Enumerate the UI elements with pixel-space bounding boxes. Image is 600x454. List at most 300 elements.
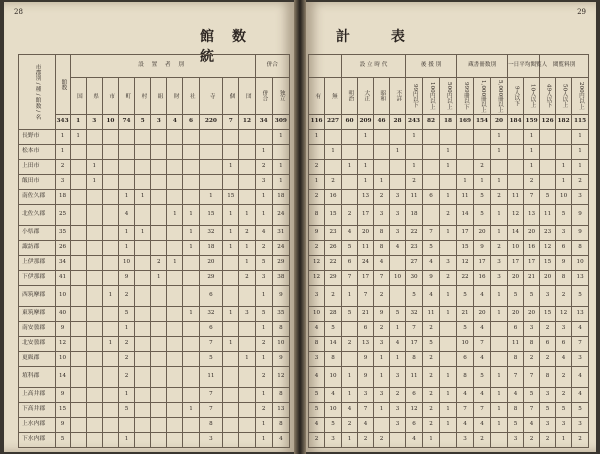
table-cell: 5 [457,286,474,307]
table-cell: 1 [440,418,457,433]
table-cell: 6 [406,418,423,433]
total-cell: 243 [406,115,423,130]
table-row [19,388,290,403]
column-header: 10人以上 [524,78,540,115]
table-cell: 29 [272,256,289,271]
table-row [19,190,290,205]
table-cell: 3 [524,322,540,337]
table-cell: 1 [491,205,508,226]
column-header: 明治 [342,78,358,115]
table-cell: 1 [223,205,239,226]
table-cell: 20 [540,271,556,286]
table-cell [223,286,239,307]
table-cell: 4 [457,418,474,433]
table-cell [86,241,102,256]
table-cell: 5 [342,241,358,256]
table-cell [102,205,118,226]
total-cell: 3 [151,115,167,130]
table-cell: 4 [572,322,589,337]
table-cell [183,388,199,403]
table-cell: 2 [556,388,572,403]
table-cell: 2 [556,367,572,388]
table-cell [457,160,474,175]
table-cell [70,286,86,307]
table-row [309,256,589,271]
table-cell: 12 [556,307,572,322]
table-cell [151,418,167,433]
table-cell [151,175,167,190]
table-cell: 7 [358,403,374,418]
table-cell: 10 [309,307,325,322]
table-cell: 1 [255,433,272,448]
column-header: 不詳 [390,78,406,115]
table-cell: 3 [572,352,589,367]
table-cell: 3 [374,337,390,352]
table-cell [102,322,118,337]
table-cell: 2 [556,286,572,307]
table-cell: 9 [572,226,589,241]
table-cell: 5 [118,307,134,322]
table-cell: 1 [556,433,572,448]
table-cell: 3 [325,433,342,448]
table-cell: 8 [272,322,289,337]
column-header: 無 [325,78,342,115]
table-cell: 2 [358,433,374,448]
table-cell [151,145,167,160]
table-cell: 1 [374,175,390,190]
table-cell [223,418,239,433]
table-cell: 1 [556,160,572,175]
table-cell: 24 [358,256,374,271]
table-cell: 6 [358,322,374,337]
table-cell [457,145,474,160]
table-cell: 1 [272,175,289,190]
table-cell: 5 [474,205,491,226]
table-cell: 6 [199,322,223,337]
table-cell: 2 [440,271,457,286]
column-header: 大正 [358,78,374,115]
table-cell: 1 [440,388,457,403]
table-cell: 17 [358,205,374,226]
table-cell: 20 [524,307,540,322]
table-cell: 1 [167,205,183,226]
table-cell: 1 [118,226,134,241]
table-cell [151,403,167,418]
table-cell [86,403,102,418]
row-name: 松本市 [19,145,56,160]
table-cell: 1 [255,388,272,403]
total-cell: 46 [374,115,390,130]
table-cell: 35 [272,307,289,322]
table-cell [199,175,223,190]
table-cell: 30 [406,271,423,286]
table-cell [102,433,118,448]
table-cell [167,271,183,286]
table-cell [556,145,572,160]
table-cell: 1 [223,226,239,241]
table-cell: 5 [457,322,474,337]
table-cell [183,433,199,448]
table-cell: 5 [309,403,325,418]
table-cell: 4 [474,322,491,337]
table-cell: 9 [358,352,374,367]
table-cell: 9 [118,271,134,286]
book-gutter [294,0,306,454]
table-cell: 1 [342,160,358,175]
table-cell: 23 [540,226,556,241]
table-cell [118,418,134,433]
table-cell: 13 [358,337,374,352]
table-cell: 24 [272,205,289,226]
table-cell: 1 [390,352,406,367]
table-cell: 2 [491,190,508,205]
table-row [309,286,589,307]
table-cell: 32 [199,226,223,241]
table-cell [423,175,440,190]
table-cell: 8 [199,418,223,433]
table-cell: 10 [272,337,289,352]
table-cell: 11 [508,190,524,205]
row-name: 東筑摩郡 [19,307,56,322]
table-cell [440,352,457,367]
table-row [19,175,290,190]
table-cell [135,241,151,256]
table-row [19,352,290,367]
table-cell [491,322,508,337]
table-cell [70,352,86,367]
table-cell: 11 [406,190,423,205]
table-cell: 3 [390,190,406,205]
table-cell: 5 [406,286,423,307]
table-cell: 4 [374,256,390,271]
table-cell [183,286,199,307]
table-cell: 1 [524,160,540,175]
table-cell [135,271,151,286]
table-cell: 17 [457,226,474,241]
table-cell: 14 [508,226,524,241]
table-row [19,256,290,271]
table-cell: 10 [325,367,342,388]
table-row [19,418,290,433]
table-cell: 5 [540,190,556,205]
table-cell: 1 [223,241,239,256]
table-cell: 2 [572,433,589,448]
table-cell: 20 [508,271,524,286]
table-cell: 26 [55,241,70,256]
table-cell: 1 [255,418,272,433]
header-group: 設 置 者 別 [70,55,255,78]
table-cell [151,352,167,367]
table-cell: 5 [572,286,589,307]
table-cell: 16 [524,241,540,256]
table-cell: 4 [524,418,540,433]
table-cell [223,433,239,448]
total-cell: 34 [255,115,272,130]
table-cell: 17 [358,271,374,286]
table-cell: 1 [86,160,102,175]
table-row [309,418,589,433]
column-header: 町 [118,78,134,115]
table-cell: 1 [491,145,508,160]
table-cell: 5 [572,403,589,418]
table-cell: 10 [55,352,70,367]
table-cell: 4 [406,433,423,448]
table-cell: 1 [572,160,589,175]
table-row [309,307,589,322]
table-cell: 2 [309,160,325,175]
table-cell [70,403,86,418]
table-cell [491,352,508,367]
table-cell: 2 [374,286,390,307]
table-cell: 3 [374,205,390,226]
table-cell: 1 [556,175,572,190]
table-cell: 3 [540,286,556,307]
table-cell [374,130,390,145]
table-cell: 4 [342,403,358,418]
table-cell: 1 [199,190,223,205]
table-cell [102,175,118,190]
row-name: 上水内郡 [19,418,56,433]
table-cell [135,130,151,145]
total-cell: 5 [135,115,151,130]
table-cell: 7 [474,403,491,418]
table-cell: 20 [358,226,374,241]
table-cell: 1 [86,175,102,190]
total-cell: 7 [223,115,239,130]
total-cell: 60 [342,115,358,130]
table-cell [151,190,167,205]
table-cell: 1 [239,352,255,367]
table-cell: 15 [540,256,556,271]
table-cell: 1 [223,160,239,175]
table-cell [102,352,118,367]
table-cell [70,433,86,448]
total-cell: 4 [167,115,183,130]
table-cell: 3 [508,433,524,448]
table-row [309,145,589,160]
table-cell [70,205,86,226]
table-cell: 1 [102,337,118,352]
table-cell [151,286,167,307]
table-cell [199,145,223,160]
table-cell: 21 [524,271,540,286]
table-cell: 8 [572,241,589,256]
total-cell: 74 [118,115,134,130]
table-cell [540,160,556,175]
table-cell: 1 [167,256,183,271]
table-cell: 8 [374,241,390,256]
table-cell [223,403,239,418]
table-cell: 5 [55,433,70,448]
header-group: 後 援 別 [406,55,457,78]
table-cell: 8 [524,337,540,352]
table-row [19,367,290,388]
table-row [309,130,589,145]
table-cell: 9 [55,418,70,433]
table-cell [86,205,102,226]
table-cell: 1 [491,388,508,403]
table-cell [135,337,151,352]
table-cell: 5 [325,418,342,433]
table-cell: 1 [358,160,374,175]
table-cell [423,130,440,145]
table-cell: 2 [540,433,556,448]
table-cell: 2 [325,175,342,190]
table-cell [135,175,151,190]
table-cell: 23 [406,241,423,256]
table-cell: 2 [342,205,358,226]
table-cell [86,271,102,286]
table-cell: 11 [457,190,474,205]
table-cell: 9 [55,388,70,403]
table-cell [239,418,255,433]
table-cell: 3 [457,433,474,448]
table-cell: 1 [440,145,457,160]
table-cell: 1 [183,241,199,256]
table-cell: 1 [325,145,342,160]
table-cell [167,367,183,388]
header-group: 一日平均閲覧人 [508,55,540,78]
table-cell: 1 [406,130,423,145]
total-cell: 10 [102,115,118,130]
table-cell: 4 [325,388,342,403]
table-cell: 22 [325,256,342,271]
table-cell: 12 [508,205,524,226]
table-row [19,226,290,241]
header-row [309,55,589,78]
table-cell: 3 [55,175,70,190]
row-name: 諏訪郡 [19,241,56,256]
table-cell: 1 [423,433,440,448]
table-cell: 15 [199,205,223,226]
table-cell: 1 [118,322,134,337]
table-cell: 26 [325,241,342,256]
table-cell [474,145,491,160]
page-number-right: 29 [577,8,586,16]
table-cell: 10 [572,256,589,271]
table-cell [342,322,358,337]
column-header: 500円以上 [440,78,457,115]
total-cell: 3 [86,115,102,130]
table-cell: 18 [55,190,70,205]
table-cell: 6 [406,388,423,403]
table-cell: 11 [423,307,440,322]
table-cell: 1 [457,175,474,190]
table-cell: 2 [118,337,134,352]
table-cell: 2 [239,226,255,241]
table-cell: 1 [342,367,358,388]
total-cell: 227 [325,115,342,130]
total-cell: 82 [423,115,440,130]
table-cell [342,145,358,160]
table-cell: 5 [524,286,540,307]
table-cell: 5 [199,352,223,367]
table-cell: 29 [325,271,342,286]
table-cell: 16 [474,271,491,286]
table-row [309,403,589,418]
table-cell: 3 [390,205,406,226]
total-cell: 154 [474,115,491,130]
table-cell: 16 [325,190,342,205]
table-cell [508,175,524,190]
table-cell [167,433,183,448]
table-cell [86,256,102,271]
row-name: 下高井郡 [19,403,56,418]
total-row [309,115,589,130]
table-cell [151,226,167,241]
row-name: 上田市 [19,160,56,175]
column-header: 財 [167,78,183,115]
table-cell: 8 [540,367,556,388]
table-cell: 1 [491,403,508,418]
table-cell [223,145,239,160]
table-cell: 1 [491,130,508,145]
table-cell: 2 [342,418,358,433]
table-cell [239,190,255,205]
table-cell: 1 [390,145,406,160]
table-cell [440,433,457,448]
table-cell [102,160,118,175]
total-cell: 309 [272,115,289,130]
table-cell [255,130,272,145]
table-cell [183,175,199,190]
table-cell [239,403,255,418]
column-header: 国 [70,78,86,115]
table-cell: 5 [524,388,540,403]
table-row [19,205,290,226]
table-cell: 1 [255,352,272,367]
column-header: 999冊以下 [457,78,474,115]
table-cell: 2 [423,322,440,337]
table-cell: 3 [556,418,572,433]
row-name: 埴科郡 [19,367,56,388]
table-row [19,130,290,145]
table-cell: 11 [199,367,223,388]
table-cell [151,322,167,337]
table-cell: 13 [572,271,589,286]
table-cell [102,388,118,403]
table-cell: 2 [309,241,325,256]
table-row [19,271,290,286]
table-cell: 24 [272,241,289,256]
header-row [19,55,290,78]
table-cell: 13 [572,307,589,322]
total-cell: 343 [55,115,70,130]
table-cell [223,352,239,367]
table-cell [86,337,102,352]
table-cell: 2 [474,160,491,175]
table-cell [183,190,199,205]
table-cell: 3 [440,256,457,271]
table-cell [102,403,118,418]
table-cell: 1 [223,307,239,322]
table-cell [491,433,508,448]
table-cell: 2 [390,388,406,403]
header-row [309,78,589,115]
table-cell: 29 [199,271,223,286]
table-cell [70,145,86,160]
table-cell [540,175,556,190]
table-cell [390,256,406,271]
table-cell: 32 [406,307,423,322]
table-cell: 1 [255,205,272,226]
table-cell [135,367,151,388]
table-cell [86,352,102,367]
table-cell: 4 [390,337,406,352]
table-cell [167,145,183,160]
table-cell: 8 [325,352,342,367]
table-cell [151,130,167,145]
